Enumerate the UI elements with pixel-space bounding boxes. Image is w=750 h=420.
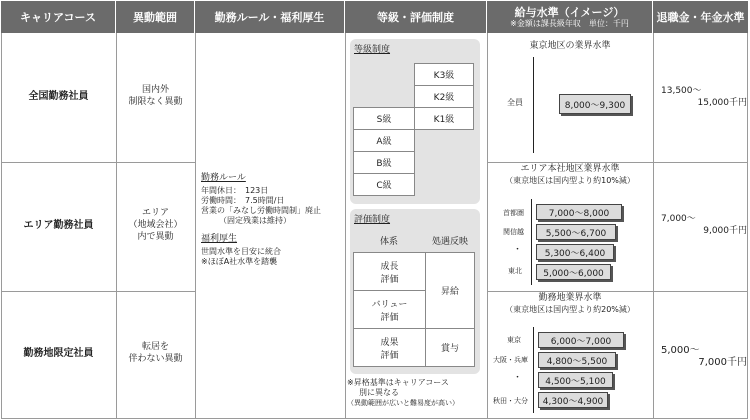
salary3-bar: 4,300～4,900: [538, 392, 608, 408]
transfer-local: [116, 341, 195, 365]
note-line: ※昇格基準はキャリアコース: [347, 378, 449, 387]
reflect-bonus: 賞与: [425, 328, 475, 367]
eval-value-line: バリュー: [371, 299, 408, 310]
salary3-label: 東京: [507, 336, 521, 344]
header-salary-note: ※金額は課長級年収 単位：千円: [510, 18, 629, 28]
transfer-line: 国内外: [141, 85, 169, 95]
salary2-bar: 5,500～6,700: [536, 224, 616, 240]
salary2-title: エリア本社地区業界水準: [520, 164, 620, 174]
eval-growth-line: 成長: [380, 261, 399, 272]
welfare-title: 福利厚生: [201, 234, 238, 244]
grade-system-title: 等級制度: [354, 45, 391, 55]
salary2-sub: （東京地区は国内型より約10%減）: [505, 176, 635, 185]
transfer-line: （地域会社）: [128, 220, 183, 230]
grade-k2: K2級: [414, 85, 474, 108]
salary3-label: ・: [513, 373, 523, 383]
salary2-bar: 5,000～6,000: [536, 264, 611, 280]
eval-col-reflect: 処遇反映: [431, 237, 468, 247]
grade-k3: K3級: [414, 63, 474, 86]
note-line: 別に異なる: [359, 388, 399, 397]
grade-b: B級: [353, 151, 415, 174]
salary1-label: 全員: [507, 98, 523, 107]
col-divider: [345, 33, 346, 419]
grade-c: C級: [353, 173, 415, 196]
salary1-title: 東京地区の業界水準: [529, 41, 611, 51]
salary1-bar: 8,000～9,300: [559, 94, 631, 114]
retire-local: [661, 345, 747, 369]
retire-line: 7,000千円: [698, 357, 747, 368]
salary3-title: 勤務地業界水準: [538, 293, 602, 303]
transfer-line: 制限なく異動: [128, 97, 183, 107]
retire-line: 7,000～: [661, 214, 696, 224]
work-rule-line: （固定残業は維持）: [219, 216, 291, 225]
work-rules-title: 勤務ルール: [201, 173, 246, 183]
salary2-label: ・: [513, 245, 523, 255]
salary3-bar: 4,500～5,100: [538, 372, 613, 388]
transfer-line: 内で異動: [137, 232, 174, 242]
transfer-line: 転居を: [141, 342, 169, 352]
retire-national: [661, 85, 747, 109]
salary1-axis: [533, 57, 534, 153]
row-divider: [1, 162, 195, 163]
course-local: 勤務地限定社員: [23, 348, 94, 359]
salary2-label: 関信越: [503, 228, 524, 236]
header-transfer: 異動範囲: [116, 1, 195, 33]
salary2-label: 東北: [508, 267, 522, 275]
course-area: エリア勤務社員: [23, 220, 94, 231]
retire-line: 5,000～: [661, 345, 700, 356]
header-salary-title: 給与水準（イメージ）: [514, 5, 625, 19]
header-grade: 等級・評価制度: [345, 1, 487, 33]
welfare-line: ※ほぼA社水準を踏襲: [201, 257, 278, 266]
salary2-label: 首都圏: [503, 209, 524, 217]
eval-value: [353, 290, 426, 329]
work-rule-line: 労働時間： 7.5時間/日: [201, 196, 285, 205]
salary3-bar: 6,000～7,000: [538, 332, 624, 348]
row-divider: [1, 291, 195, 292]
salary3-axis: [533, 327, 534, 413]
note-line: （異動範囲が広いと難易度が高い）: [347, 399, 459, 407]
col-divider: [653, 33, 654, 419]
eval-growth-line: 評価: [380, 274, 399, 285]
col-divider: [487, 33, 488, 419]
welfare-line: 世間水準を目安に統合: [201, 247, 281, 256]
salary3-label: 大阪・兵庫: [493, 356, 528, 364]
eval-result-line: 成果: [380, 337, 399, 348]
eval-growth: [353, 252, 426, 291]
salary2-bar: 5,300～6,400: [536, 244, 614, 260]
grade-a: A級: [353, 129, 415, 152]
salary3-label: 秋田・大分: [493, 397, 528, 405]
transfer-line: エリア: [141, 208, 169, 218]
work-rule-line: 営業の「みなし労働時間制」廃止: [201, 206, 321, 215]
retire-area: [661, 213, 747, 237]
transfer-line: 伴わない異動: [128, 354, 183, 364]
grade-s: S級: [353, 107, 415, 130]
work-rule-line: 年間休日： 123日: [201, 186, 269, 195]
eval-value-line: 評価: [380, 312, 399, 323]
evaluation-title: 評価制度: [354, 215, 391, 225]
transfer-national: [116, 84, 195, 108]
salary2-axis: [531, 199, 532, 285]
transfer-area: [116, 207, 195, 243]
col-divider: [195, 33, 196, 419]
retire-line: 13,500～: [661, 86, 702, 96]
eval-result: [353, 328, 426, 367]
header-salary: [487, 1, 653, 33]
salary3-sub: （東京地区は国内型より約20%減）: [505, 305, 635, 314]
salary2-bar: 7,000～8,000: [536, 204, 622, 220]
course-national: 全国勤務社員: [28, 91, 89, 102]
grade-k1: K1級: [414, 107, 474, 130]
rules-block: [201, 173, 345, 267]
header-retire: 退職金・年金水準: [653, 1, 748, 33]
header-rules: 勤務ルール・福利厚生: [195, 1, 345, 33]
retire-line: 15,000千円: [697, 98, 747, 108]
salary3-bar: 4,800～5,500: [538, 352, 616, 368]
header-course: キャリアコース: [1, 1, 116, 33]
reflect-raise: 昇給: [425, 252, 475, 329]
eval-col-system: 体系: [379, 237, 398, 247]
retire-line: 9,000千円: [703, 226, 747, 236]
promotion-note: [347, 378, 487, 408]
eval-result-line: 評価: [380, 350, 399, 361]
career-course-table: [1, 1, 748, 419]
